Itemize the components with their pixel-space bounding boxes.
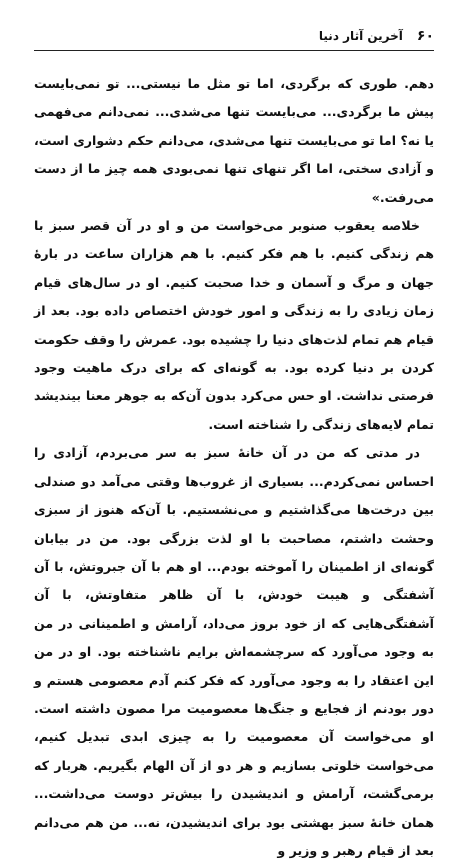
paragraph-2: خلاصه یعقوب صنوبر می‌خواست من و او در آن قصر سبز با هم زندگی کنیم. با هم فکر کنیم. با هم هزاران ساعت در بارهٔ جهان و مرگ و آسمان و خدا صحبت کنیم. او در سال‌های قیام زمان زیادی را به زندگی و امور خودش اختصاص داده بود. بعد از قیام هم تمام لذت‌های دنیا را چشیده بود. عمرش را وقف حکومت کردن بر دنیا کرده بود. به گونه‌ای که برای درک ماهیت وجود فرصتی نداشت. او حس می‌کرد بدون آن‌که به جوهر معنا بیندیشد تمام لایه‌های زندگی را شناخته است. (34, 218, 434, 432)
running-title: آخرین آثار دنیا (318, 29, 403, 43)
page-header (34, 22, 434, 51)
paragraph-1: دهم. طوری که برگردی، اما تو مثل ما نیستی... تو نمی‌بایست پیش ما برگردی... می‌بایست تنها می‌شدی... نمی‌دانم می‌فهمی یا نه؟ اما تو می‌بایست تنها می‌شدی، می‌دانم حکم دشواری است، و آزادی سختی، اما اگر تنهای تنها نمی‌بودی همه چیز ما از دست می‌رفت.» (34, 76, 434, 205)
paragraph-3: در مدتی که من در آن خانهٔ سبز به سر می‌بردم، آزادی را احساس نمی‌کردم... بسیاری از غروب‌ها وقتی می‌آمد دو صندلی بین درخت‌ها می‌گذاشتیم و می‌نشستیم. با آن‌که هنوز از سبزی وحشت داشتم، مصاحبت با او لذت بزرگی بود. من در بیابان گونه‌ای از اطمینان را آموخته بودم... او هم با آن جبروتش، با آن آشفتگی و هیبت خودش، با آن ظاهر متفاوتش، با آن آشفتگی‌هایی که از خود بروز می‌داد، آرامش و اطمینانی در من به وجود می‌آورد که سرچشمه‌اش برایم ناشناخته بود. او در من این اعتقاد را به وجود می‌آورد که فکر کنم آدم معصومی هستم و دور بودنم از فجایع و جنگ‌ها معصومیت مرا مصون داشته است. او می‌خواست آن معصومیت را به چیزی ابدی تبدیل کنیم، می‌خواست خلوتی بسازیم و هر دو از آن الهام بگیریم. هربار که برمی‌گشت، آرامش و اندیشیدن را بیش‌تر دوست می‌داشت... همان خانهٔ سبز بهشتی بود برای اندیشیدن، نه... من هم می‌دانم بعد از قیام رهبر و وزیر و (34, 445, 434, 858)
body-text (34, 70, 434, 865)
page-number: ۶۰ (416, 28, 434, 44)
